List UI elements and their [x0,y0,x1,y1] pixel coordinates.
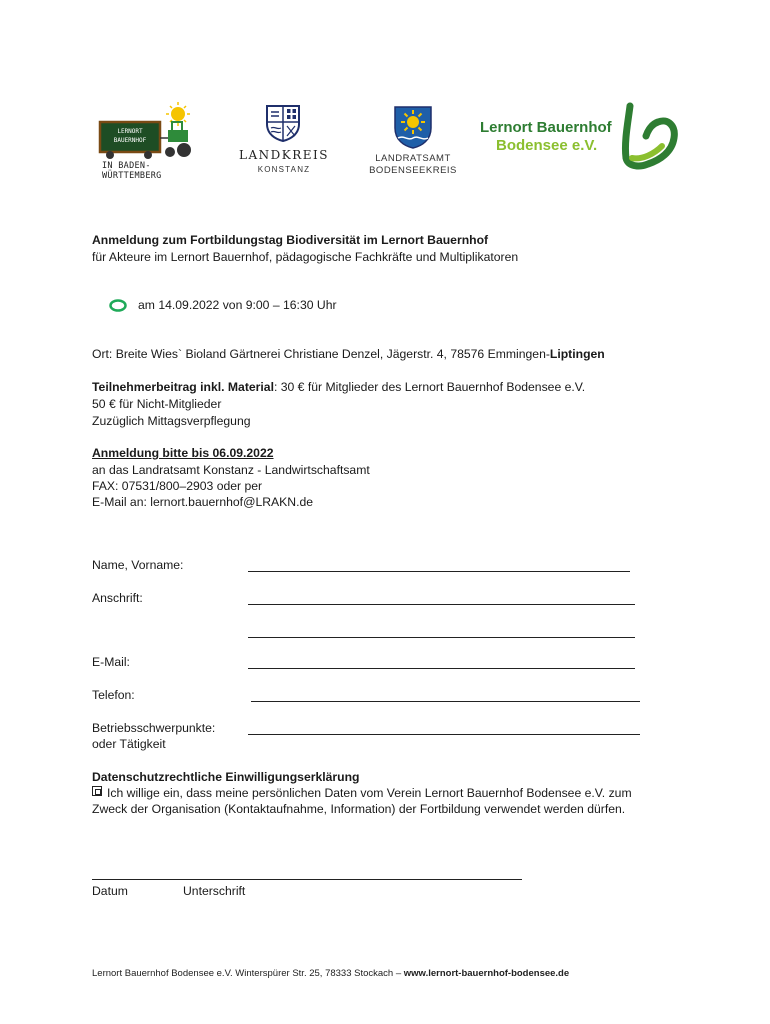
footer [92,968,569,979]
landkreis-title: LANDKREIS [239,148,329,162]
name-label: Name, Vorname: [92,558,184,572]
sign-line-2: BAUERNHOF [113,137,147,144]
privacy-line-1: Ich willige ein, dass meine persönlichen Daten vom Verein Lernort Bauernhof Bodensee e.V. zum [107,786,632,800]
phone-label: Telefon: [92,688,135,702]
logo-lernort-bauernhof-bw [96,100,200,181]
name-field[interactable] [248,571,630,572]
focus-label-1: Betriebsschwerpunkte: [92,721,216,735]
lernort-logo-line-2: Bodensee e.V. [496,137,598,154]
footer-website-link[interactable]: www.lernort-bauernhof-bodensee.de [403,968,570,979]
address-label: Anschrift: [92,591,143,605]
sun-shield-icon [392,104,434,150]
ratsamt-line-2: BODENSEEKREIS [369,165,457,176]
signature-field[interactable] [92,879,522,880]
fee-line-1 [92,379,585,396]
email-label: E-Mail: [92,655,130,669]
page-title: Anmeldung zum Fortbildungstag Biodiversität im Lernort Bauernhof [92,233,489,247]
date-label: Datum [92,884,128,898]
signature-label: Unterschrift [183,884,246,898]
fee-line-3: Zuzüglich Mittagsverpflegung [92,414,251,428]
sign-line-1: LERNORT [117,128,143,135]
logo-landkreis-konstanz [236,104,332,174]
focus-field[interactable] [248,734,640,735]
fee-line-2: 50 € für Nicht-Mitglieder [92,397,222,411]
bw-caption: IN BADEN-WÜRTTEMBERG [102,161,162,181]
registration-deadline: Anmeldung bitte bis 06.09.2022 [92,446,274,460]
privacy-title: Datenschutzrechtliche Einwilligungserklärung [92,770,360,784]
focus-label-2: oder Tätigkeit [92,737,166,751]
address-field-1[interactable] [248,604,635,605]
heart-l-icon [614,100,678,172]
phone-field[interactable] [251,701,640,702]
location-town: Liptingen [549,347,605,361]
consent-checkbox[interactable] [92,786,102,796]
bullet-ring-icon [109,299,127,312]
landkreis-subtitle: KONSTANZ [257,165,311,174]
location-text: Ort: Breite Wies` Bioland Gärtnerei Christiane Denzel, Jägerstr. 4, 78576 Emmingen- [92,347,550,361]
tractor-sign-icon [96,100,200,162]
registration-fax: FAX: 07531/800–2903 oder per [92,479,263,493]
logo-lernort-bauernhof-bodensee [476,98,680,176]
logo-landratsamt-bodenseekreis [368,104,458,176]
ratsamt-line-1: LANDRATSAMT [375,153,451,164]
lernort-logo-line-1: Lernort Bauernhof [480,119,612,136]
registration-line-1: an das Landratsamt Konstanz - Landwirtschaftsamt [92,463,370,477]
privacy-line-2: Zweck der Organisation (Kontaktaufnahme, Information) der Fortbildung verwendet werden dürfen. [92,802,626,816]
coat-of-arms-icon [265,104,301,142]
footer-address: Lernort Bauernhof Bodensee e.V. Winterspürer Str. 25, 78333 Stockach – [92,968,404,979]
fee-label: Teilnehmerbeitrag inkl. Material [92,380,274,394]
location [92,346,605,363]
email-field[interactable] [248,668,635,669]
fee-text: : 30 € für Mitglieder des Lernort Bauernhof Bodensee e.V. [273,380,586,394]
event-date: am 14.09.2022 von 9:00 – 16:30 Uhr [138,298,337,312]
page-subtitle: für Akteure im Lernort Bauernhof, pädagogische Fachkräfte und Multiplikatoren [92,250,519,264]
registration-email: E-Mail an: lernort.bauernhof@LRAKN.de [92,495,314,509]
address-field-2[interactable] [248,637,635,638]
